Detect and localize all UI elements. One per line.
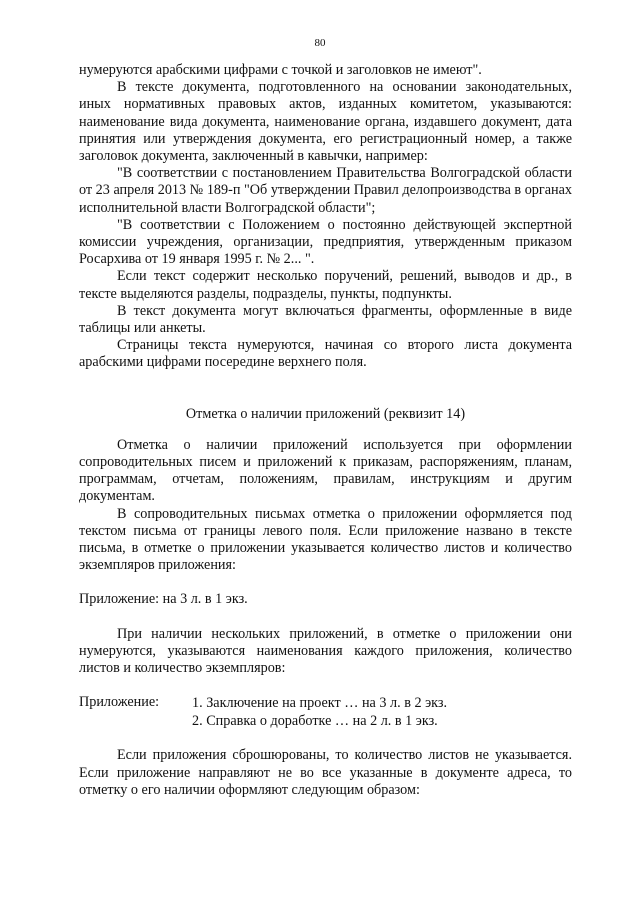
example-single-attachment: Приложение: на 3 л. в 1 экз.	[79, 591, 248, 608]
attachment-item: 2. Справка о доработке … на 2 л. в 1 экз.	[192, 713, 438, 730]
paragraph-sections: Если текст содержит несколько поручений, решений, выводов и др., в тексте выделяются разделы, подразделы, пункты, подпункты.	[79, 268, 572, 302]
attachment-list	[192, 694, 572, 730]
example-multiple-attachments	[79, 694, 572, 730]
attachment-item: 1. Заключение на проект … на 3 л. в 2 экз.	[192, 695, 448, 712]
paragraph-document-text: В тексте документа, подготовленного на основании законодательных, иных нормативных правовых актов, изданных комитетом, указываются: наименование вида документа, наименование органа, издавшего документ, дата принятия или утверждения документа, его регистрационный номер, а также заголовок документа, заключенный в кавычки, например:	[79, 79, 572, 165]
section-heading: Отметка о наличии приложений (реквизит 14)	[185, 405, 466, 422]
paragraph-continuation: нумеруются арабскими цифрами с точкой и заголовков не имеют".	[79, 62, 482, 78]
paragraph-page-numbering: Страницы текста нумеруются, начиная со второго листа документа арабскими цифрами посередине верхнего поля.	[79, 337, 572, 371]
paragraph-bound-attachments: Если приложения сброшюрованы, то количество листов не указывается. Если приложение направляют не во все указанные в документе адреса, то отметку о его наличии оформляют следующим образом:	[79, 747, 572, 798]
paragraph-multiple-attachments: При наличии нескольких приложений, в отметке о приложении они нумеруются, указываются наименования каждого приложения, количество листов и количество экземпляров:	[79, 625, 572, 677]
paragraph-attachment-usage: Отметка о наличии приложений используется при оформлении сопроводительных писем и приложений к приказам, распоряжениям, планам, программам, отчетам, положениям, правилам, инструкциям и другим документам.	[79, 436, 572, 505]
paragraph-quote-1: "В соответствии с постановлением Правительства Волгоградской области от 23 апреля 2013 № 189-п "Об утверждении Правил делопроизводства в органах исполнительной власти Волгоградской области";	[79, 165, 572, 216]
attachment-label: Приложение:	[79, 694, 160, 711]
page-number: 80	[314, 37, 326, 49]
paragraph-quote-2: "В соответствии с Положением о постоянно действующей экспертной комиссии учреждения, организации, предприятия, утвержденным приказом Росархива от 19 января 1995 г. № 2... ".	[79, 216, 572, 268]
paragraph-fragments: В текст документа могут включаться фрагменты, оформленные в виде таблицы или анкеты.	[79, 302, 572, 337]
paragraph-cover-letters: В сопроводительных письмах отметка о приложении оформляется под текстом письма от границы левого поля. Если приложение названо в тексте письма, в отметке о приложении указывается количество листов и количество экземпляров приложения:	[79, 505, 572, 574]
page-body	[79, 62, 572, 799]
